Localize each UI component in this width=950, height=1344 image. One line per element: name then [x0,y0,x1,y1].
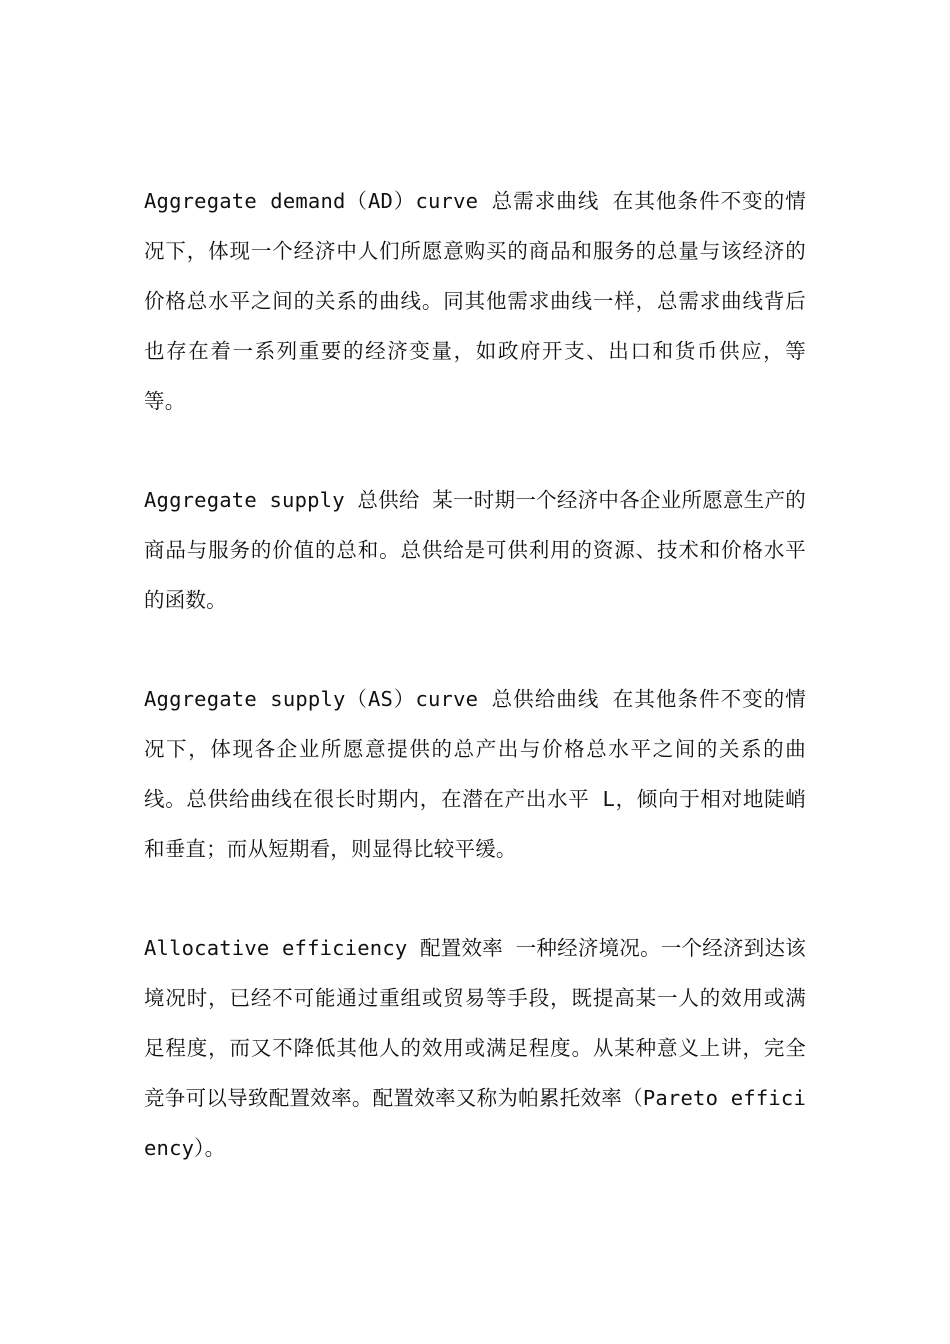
entry-allocative-efficiency: Allocative efficiency 配置效率 一种经济境况。一个经济到达该境况时，已经不可能通过重组或贸易等手段，既提高某一人的效用或满足程度，而又不降低其他人的效用或满足程度。从某种意义上讲，完全竞争可以导致配置效率。配置效率又称为帕累托效率（Pareto efficiency）。 [144,936,806,1160]
glossary-content [144,176,806,1173]
entry-aggregate-demand-curve: Aggregate demand（AD）curve 总需求曲线 在其他条件不变的情况下，体现一个经济中人们所愿意购买的商品和服务的总量与该经济的价格总水平之间的关系的曲线。同其他需求曲线一样，总需求曲线背后也存在着一系列重要的经济变量，如政府开支、出口和货币供应，等等。 [144,189,806,413]
entry-aggregate-supply: Aggregate supply 总供给 某一时期一个经济中各企业所愿意生产的商品与服务的价值的总和。总供给是可供利用的资源、技术和价格水平的函数。 [144,488,806,612]
entry-aggregate-supply-curve: Aggregate supply（AS）curve 总供给曲线 在其他条件不变的情况下，体现各企业所愿意提供的总产出与价格总水平之间的关系的曲线。总供给曲线在很长时期内，在潜在产出水平 L，倾向于相对地陡峭和垂直；而从短期看，则显得比较平缓。 [144,687,806,861]
